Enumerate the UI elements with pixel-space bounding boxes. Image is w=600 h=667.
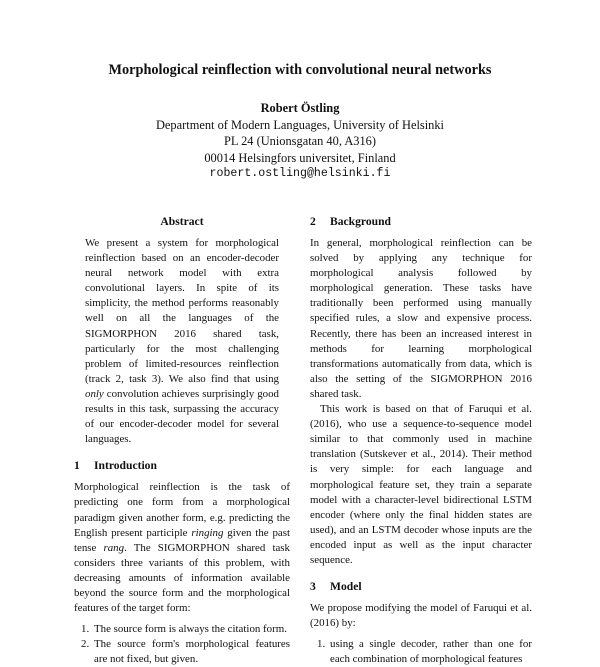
model-list <box>310 637 532 667</box>
right-column <box>310 213 532 667</box>
paper-title: Morphological reinflection with convolutional neural networks <box>108 62 492 78</box>
author-department: Department of Modern Languages, University of Helsinki <box>155 117 444 132</box>
list-item-text: using a single decoder, rather than one for each combination of morphological features <box>330 638 532 666</box>
abstract-text <box>85 236 279 447</box>
intro-text-emphasis-2: rang <box>103 541 125 554</box>
left-column <box>74 213 290 667</box>
abstract-text-part1: We present a system for morphological reinflection based on an encoder-decoder neural network model with extra convolutional layers. In spite of its simplicity, the method performs reasonably well on all the languages of the SIGMORPHON 2016 shared task, particularly for the most challenging problem of limited-resources reinflection (track 2, task 3). We also find that using <box>85 237 279 385</box>
section-heading-introduction <box>74 457 290 475</box>
section-title: Background <box>330 215 391 228</box>
author-block <box>0 100 600 183</box>
intro-text-part3: . The SIGMORPHON shared task considers three variants of this problem, with decreasing amounts of information available beyond the source form and the morphological features of the target form: <box>74 541 290 615</box>
list-item-text: The source form's morphological features are not fixed, but given. <box>94 638 290 666</box>
introduction-paragraph <box>74 480 290 616</box>
section-title: Model <box>330 580 362 594</box>
abstract-heading: Abstract <box>160 215 204 228</box>
list-marker: 1. <box>81 623 90 636</box>
list-item <box>310 637 532 667</box>
background-paragraph-1: In general, morphological reinflection can be solved by applying any technique for morphological analysis followed by morphological generation. These tasks have traditionally been performed using manually specified rules, a slow and expensive process. Recently, there has been an increased interest in methods for learning morphological transformations automatically from data, which is also the setting of the SIGMORPHON 2016 shared task. <box>310 237 532 400</box>
model-paragraph: We propose modifying the model of Faruqui et al. (2016) by: <box>310 602 532 630</box>
section-number: 3 <box>310 580 316 594</box>
list-marker: 1. <box>317 638 326 651</box>
section-number: 2 <box>310 215 316 228</box>
list-marker: 2. <box>81 638 90 651</box>
list-item-text: The source form is always the citation form. <box>94 623 287 636</box>
intro-text-part1: Morphological reinflection is the task of predicting one form from a morphological paradigm given another form, e.g. predicting the English present participle <box>74 481 290 539</box>
intro-text-part2: given the past tense <box>74 526 290 554</box>
section-heading-model <box>310 578 532 596</box>
introduction-list <box>74 622 290 667</box>
list-item <box>74 622 290 637</box>
author-name: Robert Östling <box>260 101 340 115</box>
author-address-line2: 00014 Helsingfors universitet, Finland <box>204 150 396 165</box>
section-heading-background <box>310 213 532 231</box>
list-item <box>74 637 290 667</box>
section-number: 1 <box>74 459 80 473</box>
author-email[interactable]: robert.ostling@helsinki.fi <box>209 167 391 180</box>
abstract-text-emphasis: only <box>85 387 104 400</box>
author-address-line1: PL 24 (Unionsgatan 40, A316) <box>223 134 376 148</box>
intro-text-emphasis-1: ringing <box>191 526 224 539</box>
section-title: Introduction <box>94 459 157 473</box>
background-paragraph-2: This work is based on that of Faruqui et al. (2016), who use a sequence-to-sequence model similar to that commonly used in machine translation (Sutskever et al., 2014). Their method is very simple: for each language and morphological feature set, they train a separate model with a character-level bidirectional LSTM encoder (where only the final hidden states are used), and an LSTM decoder whose inputs are the encoded input as well as the input character sequence. <box>310 403 532 566</box>
abstract-text-part2: convolution achieves surprisingly good results in this task, surpassing the accuracy of our encoder-decoder model for several languages. <box>85 387 279 446</box>
